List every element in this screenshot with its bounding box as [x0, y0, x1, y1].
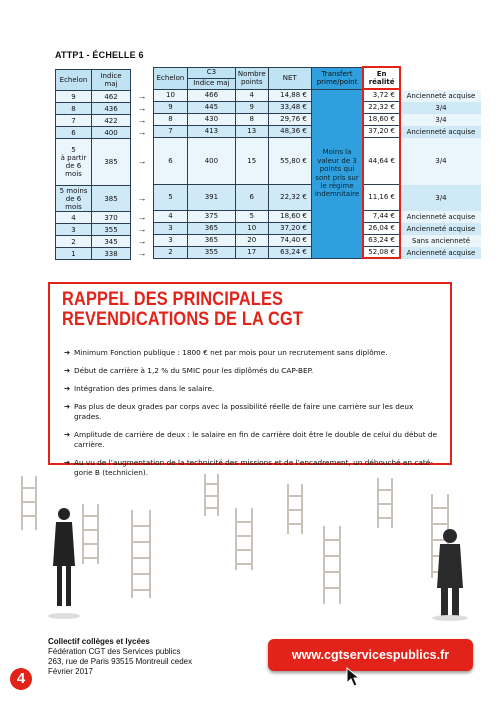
cell-echelon: 10 [154, 89, 188, 101]
cell-net: 29,76 € [268, 113, 311, 125]
table-row [154, 210, 401, 222]
cell-echelon: 7 [154, 125, 188, 137]
arrow-column [131, 90, 153, 259]
website-link[interactable]: www.cgtservicespublics.fr [268, 639, 473, 671]
cell-points: 17 [235, 246, 268, 258]
cell-net: 74,40 € [268, 234, 311, 246]
cell-real: 63,24 € [363, 234, 400, 246]
cell-echelon: 9 [154, 101, 188, 113]
table-row [56, 91, 131, 103]
cell-net: 14,88 € [268, 89, 311, 101]
cell-points: 13 [235, 125, 268, 137]
cell-net: 37,20 € [268, 222, 311, 234]
arrow-bullet-icon: ➔ [64, 384, 71, 393]
transfer-note-cell: Moins la valeur de 3 points qui sont pris sur le régime indemnitaire [311, 89, 363, 258]
cell-indice: 462 [92, 91, 131, 103]
note-cell: 3/4 [401, 114, 481, 126]
cell-net: 48,36 € [268, 125, 311, 137]
cell-points: 15 [235, 137, 268, 184]
note-cell: 3/4 [401, 102, 481, 114]
cell-echelon: 6 [154, 137, 188, 184]
list-item [64, 348, 440, 358]
table-row [56, 103, 131, 115]
arrow-right-icon: → [137, 193, 147, 203]
cell-echelon: 3 [154, 222, 188, 234]
pointer-cursor-icon [346, 667, 362, 687]
cell-echelon: 3 [154, 234, 188, 246]
table-row [56, 212, 131, 224]
table-row [154, 184, 401, 210]
arrow-bullet-icon: ➔ [64, 348, 71, 357]
table-row [154, 222, 401, 234]
current-scale-table [55, 69, 131, 260]
ladder-7 [324, 526, 340, 604]
person-woman [48, 508, 80, 619]
cell-real: 3,72 € [363, 89, 400, 101]
cell-real: 11,16 € [363, 184, 400, 210]
arrow-bullet-icon: ➔ [64, 458, 71, 467]
note-cell: 3/4 [401, 185, 481, 211]
ladder-6 [288, 484, 302, 534]
cell-points: 10 [235, 222, 268, 234]
arrow-right-icon: → [137, 127, 147, 137]
table-row [56, 236, 131, 248]
cell-net: 55,80 € [268, 137, 311, 184]
cell-real: 18,60 € [363, 113, 400, 125]
cell-real: 26,04 € [363, 222, 400, 234]
cell-points: 6 [235, 184, 268, 210]
cell-echelon: 5 [154, 184, 188, 210]
cell-points: 9 [235, 101, 268, 113]
cell-indice: 385 [92, 139, 131, 186]
footer-line-1: Fédération CGT des Services publics [48, 647, 181, 656]
cell-indice: 400 [187, 137, 235, 184]
group-header-c3: C3 [187, 67, 235, 78]
cell-echelon: 8 [56, 103, 92, 115]
cell-real: 37,20 € [363, 125, 400, 137]
callout-title: RAPPEL DES PRINCIPALES REVENDICATIONS DE LA CGT [62, 289, 304, 330]
col-header-real: En réalité [363, 67, 400, 89]
section-title: ATTP1 - ÉCHELLE 6 [55, 50, 144, 60]
footer-address [48, 637, 192, 677]
col-header-indice: Indice maj [187, 78, 235, 89]
cell-echelon: 9 [56, 91, 92, 103]
note-cell: 3/4 [401, 138, 481, 185]
note-cell: Ancienneté acquise [401, 211, 481, 223]
ladders-illustration [0, 466, 500, 626]
arrow-right-icon: → [137, 115, 147, 125]
demands-callout [48, 282, 452, 477]
cell-indice: 365 [187, 234, 235, 246]
cell-indice: 430 [187, 113, 235, 125]
cell-indice: 466 [187, 89, 235, 101]
table-row [154, 246, 401, 258]
demand-text: Intégration des primes dans le salaire. [74, 384, 215, 393]
cell-points: 5 [235, 210, 268, 222]
cell-indice: 375 [187, 210, 235, 222]
col-header-indice: Indice maj [92, 70, 131, 91]
cell-points: 20 [235, 234, 268, 246]
cell-indice: 355 [92, 224, 131, 236]
arrow-right-icon: → [137, 248, 147, 258]
cell-echelon: 4 [154, 210, 188, 222]
demand-text: Minimum Fonction publique : 1800 € net par mois pour un recrutement sans diplôme. [74, 348, 388, 357]
cell-echelon: 2 [56, 236, 92, 248]
list-item [64, 366, 440, 376]
cell-indice: 391 [187, 184, 235, 210]
notes-column [401, 90, 481, 259]
arrow-right-icon: → [137, 91, 147, 101]
cell-points: 4 [235, 89, 268, 101]
arrow-right-icon: → [137, 224, 147, 234]
cell-real: 52,08 € [363, 246, 400, 258]
table-row [56, 115, 131, 127]
cell-real: 7,44 € [363, 210, 400, 222]
cell-net: 18,60 € [268, 210, 311, 222]
ladder-3 [132, 510, 150, 598]
cell-real: 22,32 € [363, 101, 400, 113]
footer-org: Collectif collèges et lycées [48, 637, 150, 646]
cell-indice: 413 [187, 125, 235, 137]
footer-line-3: Février 2017 [48, 667, 93, 676]
ladder-1 [22, 476, 36, 530]
ladder-8 [378, 478, 392, 528]
demand-text: Début de carrière à 1,2 % du SMIC pour les diplômés du CAP-BEP. [74, 366, 314, 375]
cell-indice: 436 [92, 103, 131, 115]
cell-indice: 400 [92, 127, 131, 139]
ladder-2 [83, 504, 98, 564]
table-row [154, 125, 401, 137]
table-row [56, 127, 131, 139]
cell-indice: 385 [92, 186, 131, 212]
cell-indice: 345 [92, 236, 131, 248]
table-row [56, 248, 131, 260]
arrow-right-icon: → [137, 236, 147, 246]
note-cell: Ancienneté acquise [401, 90, 481, 102]
col-header-net: NET [268, 67, 311, 89]
col-header-echelon: Echelon [154, 67, 188, 89]
cell-echelon: 4 [56, 212, 92, 224]
col-header-points: Nombre points [235, 67, 268, 89]
person-man [432, 529, 468, 621]
note-cell: Ancienneté acquise [401, 126, 481, 138]
cell-indice: 370 [92, 212, 131, 224]
new-scale-table [153, 66, 401, 259]
ladder-4 [205, 474, 218, 516]
cell-indice: 338 [92, 248, 131, 260]
footer-line-2: 263, rue de Paris 93515 Montreuil cedex [48, 657, 193, 666]
ladder-5 [236, 508, 252, 570]
table-row [154, 113, 401, 125]
arrow-right-icon: → [137, 212, 147, 222]
table-row [56, 186, 131, 212]
col-header-transfer: Transfert prime/point [311, 67, 363, 89]
cell-echelon: 5 moins de 6 mois [56, 186, 92, 212]
table-row [154, 89, 401, 101]
cell-indice: 422 [92, 115, 131, 127]
list-item [64, 430, 440, 450]
demand-text: Pas plus de deux grades par corps avec la possibilité réelle de faire une carrière sur les deux grades. [74, 402, 414, 421]
cell-echelon: 8 [154, 113, 188, 125]
cell-echelon: 1 [56, 248, 92, 260]
note-cell: Ancienneté acquise [401, 247, 481, 259]
cell-echelon: 5 à partir de 6 mois [56, 139, 92, 186]
arrow-bullet-icon: ➔ [64, 366, 71, 375]
demand-text: Au vu de l’augmentation de la technicité des missions et de l’encadrement, un débouché en caté- gorie B (technicien). [74, 458, 433, 477]
cell-echelon: 6 [56, 127, 92, 139]
table-row [56, 139, 131, 186]
demand-text: Amplitude de carrière de deux : le salaire en fin de carrière doit être le double de celui du début de carrière. [74, 430, 438, 449]
table-row [56, 224, 131, 236]
arrow-right-icon: → [137, 103, 147, 113]
col-header-echelon: Echelon [56, 70, 92, 91]
cell-net: 33,48 € [268, 101, 311, 113]
note-cell: Sans ancienneté [401, 235, 481, 247]
arrow-bullet-icon: ➔ [64, 402, 71, 411]
table-row [154, 101, 401, 113]
arrow-right-icon: → [137, 156, 147, 166]
cell-points: 8 [235, 113, 268, 125]
list-item [64, 384, 440, 394]
arrow-bullet-icon: ➔ [64, 430, 71, 439]
cell-echelon: 3 [56, 224, 92, 236]
note-cell: Ancienneté acquise [401, 223, 481, 235]
cell-net: 22,32 € [268, 184, 311, 210]
cell-echelon: 7 [56, 115, 92, 127]
cell-real: 44,64 € [363, 137, 400, 184]
cell-indice: 445 [187, 101, 235, 113]
list-item [64, 402, 440, 422]
page-number: 4 [10, 668, 32, 690]
table-row [154, 234, 401, 246]
table-row [154, 137, 401, 184]
cell-echelon: 2 [154, 246, 188, 258]
cell-net: 63,24 € [268, 246, 311, 258]
cell-indice: 365 [187, 222, 235, 234]
cell-indice: 355 [187, 246, 235, 258]
